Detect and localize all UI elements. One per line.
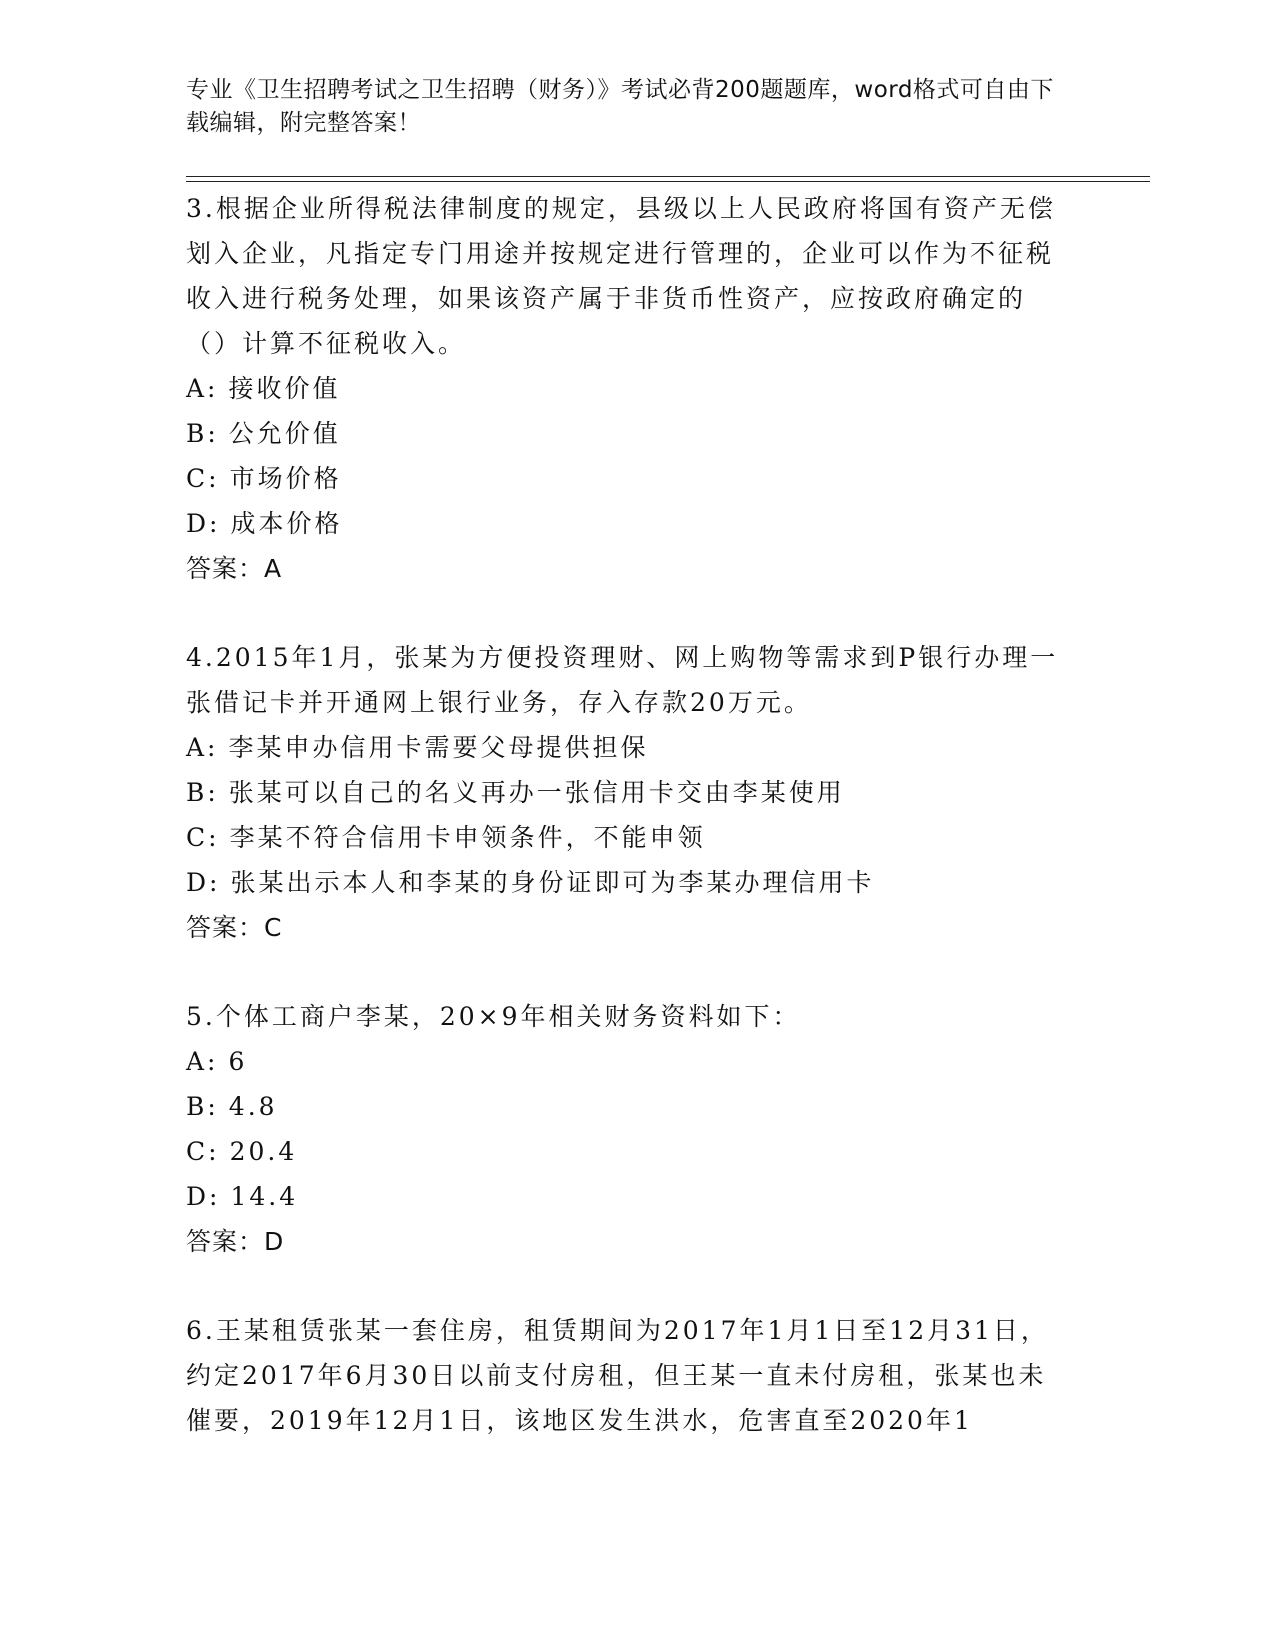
option-text: 张某可以自己的名义再办一张信用卡交由李某使用 bbox=[228, 778, 845, 807]
option-d bbox=[186, 1174, 1066, 1219]
option-text: 李某申办信用卡需要父母提供担保 bbox=[228, 733, 649, 762]
option-text: 成本价格 bbox=[230, 509, 343, 538]
option-b bbox=[186, 411, 1066, 456]
option-label: B: bbox=[186, 778, 219, 807]
option-label: A: bbox=[186, 374, 219, 403]
answer-line: 答案：D bbox=[186, 1227, 285, 1256]
option-label: C: bbox=[186, 1137, 220, 1166]
option-text: 6 bbox=[228, 1047, 248, 1076]
option-text: 公允价值 bbox=[228, 419, 341, 448]
option-label: D: bbox=[186, 868, 221, 897]
option-c bbox=[186, 815, 1066, 860]
option-text: 14.4 bbox=[230, 1182, 299, 1211]
option-d bbox=[186, 501, 1066, 546]
question-text: 6.王某租赁张某一套住房，租赁期间为2017年1月1日至12月31日，约定2017年6月30日以前支付房租，但王某一直未付房租，张某也未催要，2019年12月1日，该地区发生洪水，危害直至2020年1 bbox=[186, 1316, 1049, 1435]
option-text: 李某不符合信用卡申领条件，不能申领 bbox=[229, 823, 706, 852]
question-text: 4.2015年1月，张某为方便投资理财、网上购物等需求到P银行办理一张借记卡并开通网上银行业务，存入存款20万元。 bbox=[186, 643, 1059, 717]
option-c bbox=[186, 456, 1066, 501]
question-4 bbox=[186, 635, 1066, 950]
option-label: C: bbox=[186, 464, 220, 493]
option-b bbox=[186, 1084, 1066, 1129]
option-text: 市场价格 bbox=[229, 464, 342, 493]
answer-line: 答案：A bbox=[186, 554, 283, 583]
option-list bbox=[186, 725, 1066, 905]
option-a bbox=[186, 1039, 1066, 1084]
option-text: 20.4 bbox=[229, 1137, 298, 1166]
header-divider bbox=[186, 176, 1150, 182]
document-header: 专业《卫生招聘考试之卫生招聘（财务）》考试必背200题题库，word格式可自由下载编辑，附完整答案！ bbox=[186, 77, 1054, 136]
question-text: 5.个体工商户李某，20×9年相关财务资料如下： bbox=[186, 1002, 801, 1031]
question-3 bbox=[186, 186, 1066, 591]
option-label: A: bbox=[186, 1047, 219, 1076]
question-list bbox=[186, 186, 1066, 1487]
question-5 bbox=[186, 994, 1066, 1264]
option-text: 接收价值 bbox=[228, 374, 341, 403]
option-a bbox=[186, 725, 1066, 770]
option-c bbox=[186, 1129, 1066, 1174]
question-text: 3.根据企业所得税法律制度的规定，县级以上人民政府将国有资产无偿划入企业，凡指定专门用途并按规定进行管理的，企业可以作为不征税收入进行税务处理，如果该资产属于非货币性资产，应按政府确定的（）计算不征税收入。 bbox=[186, 194, 1056, 358]
question-6 bbox=[186, 1308, 1066, 1443]
option-d bbox=[186, 860, 1066, 905]
option-text: 张某出示本人和李某的身份证即可为李某办理信用卡 bbox=[230, 868, 875, 897]
option-text: 4.8 bbox=[228, 1092, 278, 1121]
option-label: A: bbox=[186, 733, 219, 762]
option-label: D: bbox=[186, 509, 221, 538]
option-label: B: bbox=[186, 419, 219, 448]
option-list bbox=[186, 366, 1066, 546]
option-label: C: bbox=[186, 823, 220, 852]
option-label: D: bbox=[186, 1182, 221, 1211]
option-label: B: bbox=[186, 1092, 219, 1121]
option-list bbox=[186, 1039, 1066, 1219]
option-b bbox=[186, 770, 1066, 815]
answer-line: 答案：C bbox=[186, 913, 283, 942]
option-a bbox=[186, 366, 1066, 411]
